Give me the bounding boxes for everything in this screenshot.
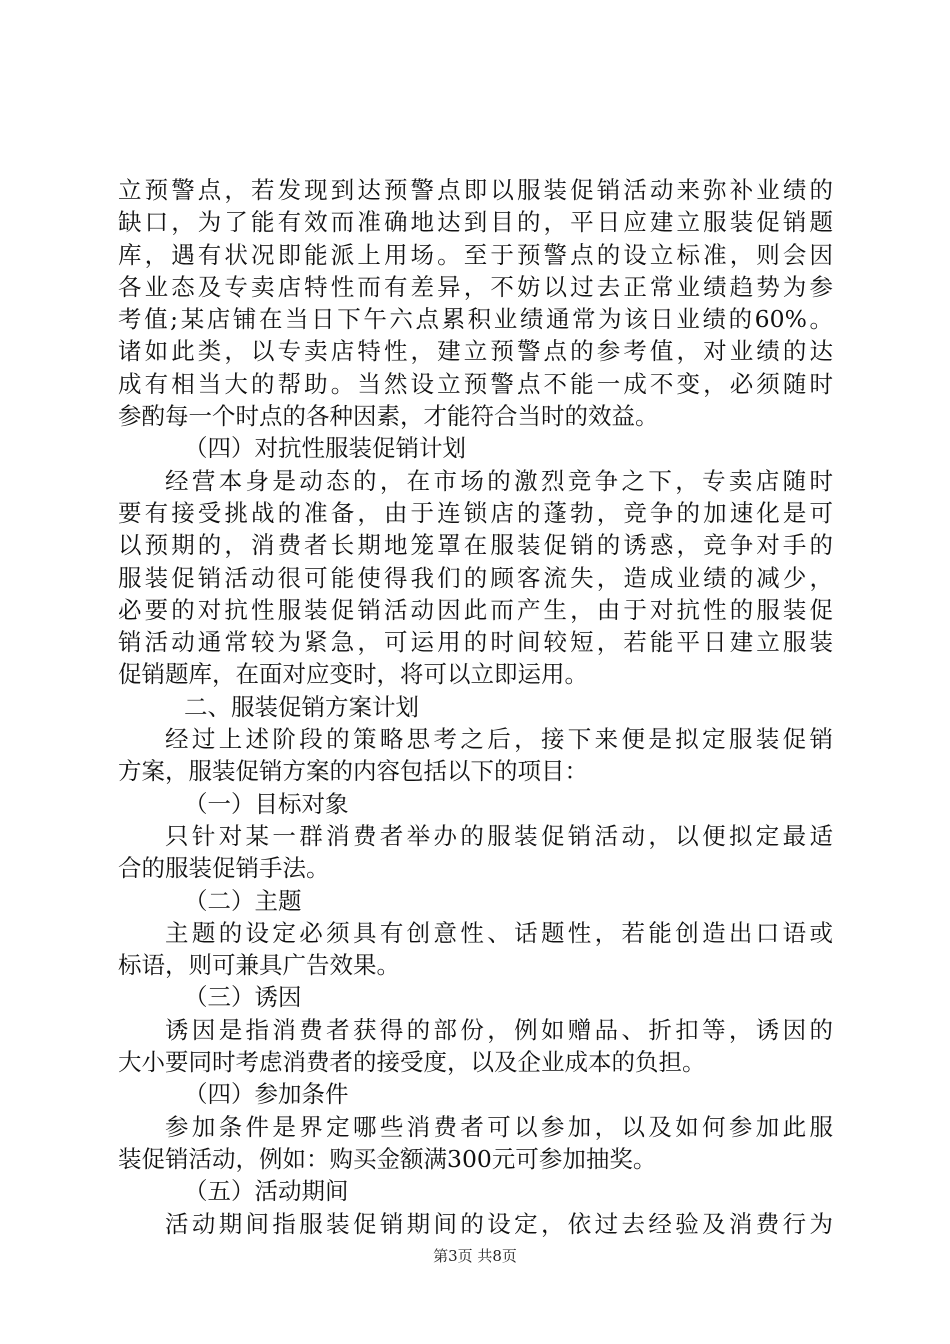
body-text-line: 经过上述阶段的策略思考之后，接下来便是拟定服装促销 [165,725,833,754]
section-heading: （一）目标对象 [184,789,349,818]
section-heading: （四）参加条件 [184,1080,349,1109]
body-text-line: 各业态及专卖店特性而有差异，不妨以过去正常业绩趋势为参 [118,272,833,301]
section-heading: （五）活动期间 [184,1177,349,1206]
section-heading: （三）诱因 [184,983,302,1012]
body-text-line: 参酌每一个时点的各种因素，才能符合当时的效益。 [118,402,659,431]
body-text-line: 必要的对抗性服装促销活动因此而产生，由于对抗性的服装促 [118,595,833,624]
body-text-line: 库，遇有状况即能派上用场。至于预警点的设立标准，则会因 [118,240,833,269]
body-text-line: 合的服装促销手法。 [118,854,330,883]
body-text-line: 只针对某一群消费者举办的服装促销活动，以便拟定最适 [165,821,833,850]
body-text-line: 成有相当大的帮助。当然设立预警点不能一成不变，必须随时 [118,369,833,398]
body-text-line: 标语，则可兼具广告效果。 [118,951,400,980]
body-text-line: 主题的设定必须具有创意性、话题性，若能创造出口语或 [165,918,833,947]
body-text-line: 促销题库，在面对应变时，将可以立即运用。 [118,660,588,689]
section-heading: 二、服装促销方案计划 [184,692,419,721]
body-text-line: 诸如此类，以专卖店特性，建立预警点的参考值，对业绩的达 [118,337,833,366]
section-heading: （二）主题 [184,886,302,915]
body-text-line: 活动期间指服装促销期间的设定，依过去经验及消费行为 [165,1209,833,1238]
body-text-line: 考值;某店铺在当日下午六点累积业绩通常为该日业绩的60%。 [118,305,833,334]
body-text-line: 服装促销活动很可能使得我们的顾客流失，造成业绩的减少， [118,563,833,592]
body-text-line: 以预期的，消费者长期地笼罩在服装促销的诱惑，竞争对手的 [118,531,833,560]
document-body [118,174,833,1240]
section-heading: （四）对抗性服装促销计划 [184,434,466,463]
body-text-line: 装促销活动，例如：购买金额满300元可参加抽奖。 [118,1144,657,1173]
body-text-line: 缺口，为了能有效而准确地达到目的，平日应建立服装促销题 [118,208,833,237]
body-text-line: 大小要同时考虑消费者的接受度，以及企业成本的负担。 [118,1048,706,1077]
page-footer: 第3页 共8页 [433,1247,517,1265]
body-text-line: 立预警点，若发现到达预警点即以服装促销活动来弥补业绩的 [118,176,833,204]
body-text-line: 诱因是指消费者获得的部份，例如赠品、折扣等，诱因的 [165,1015,833,1044]
body-text-line: 销活动通常较为紧急，可运用的时间较短，若能平日建立服装 [118,628,833,657]
body-text-line: 方案，服装促销方案的内容包括以下的项目： [118,757,588,786]
body-text-line: 经营本身是动态的，在市场的激烈竞争之下，专卖店随时 [165,466,833,495]
body-text-line: 要有接受挑战的准备，由于连锁店的蓬勃，竞争的加速化是可 [118,498,833,527]
body-text-line: 参加条件是界定哪些消费者可以参加，以及如何参加此服 [165,1112,833,1141]
